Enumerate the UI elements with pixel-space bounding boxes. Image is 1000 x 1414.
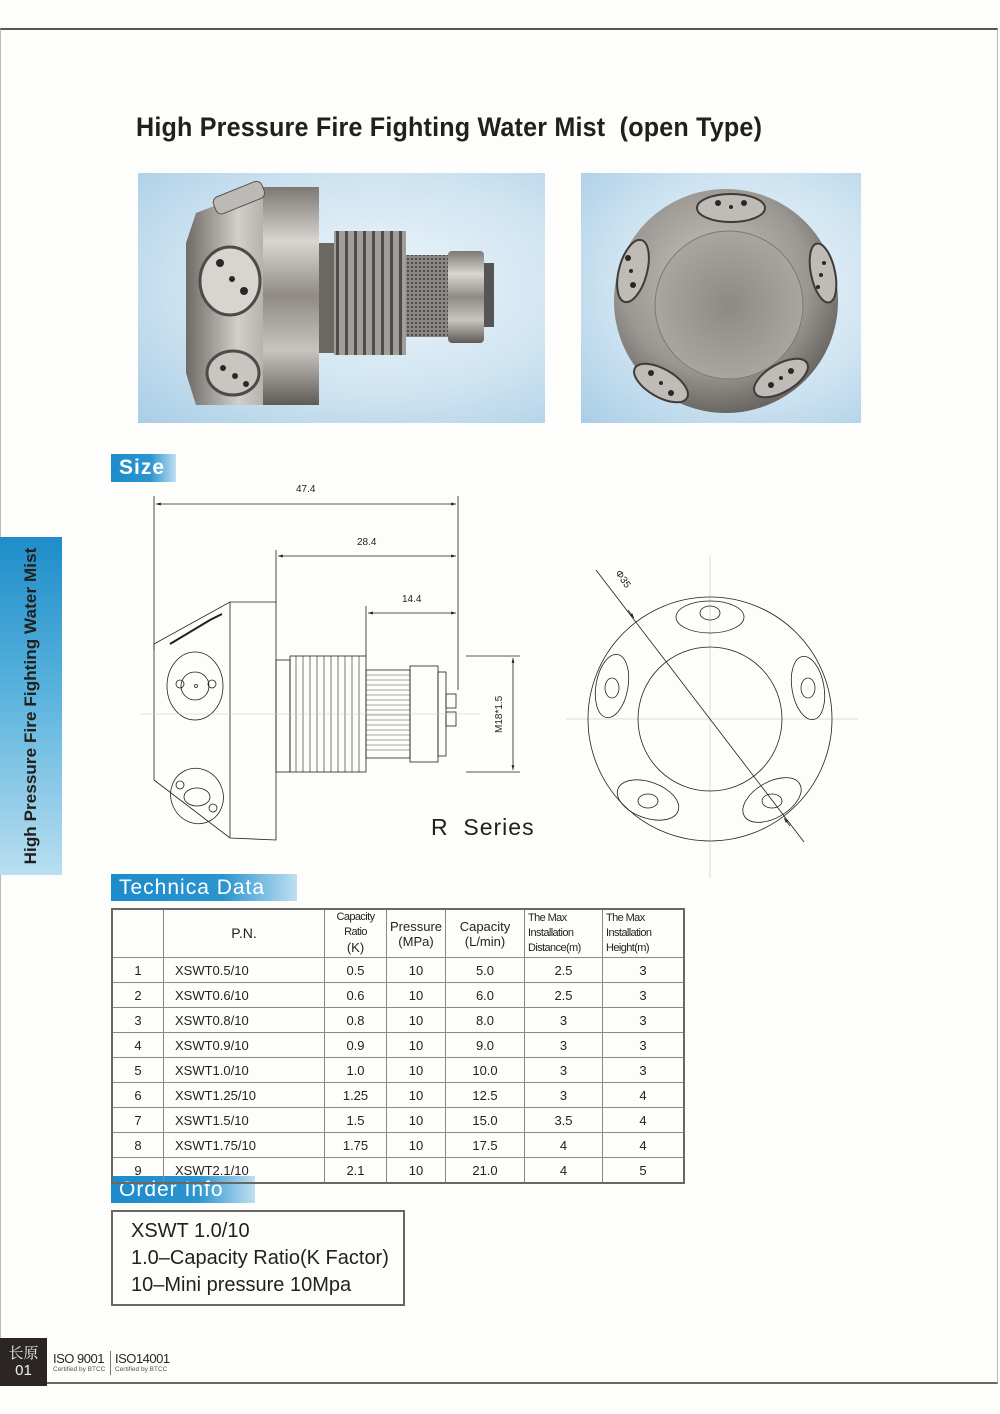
section-label-order-info: Order Info (111, 1176, 255, 1203)
section-label-size: Size (111, 454, 176, 482)
series-label: R Series (431, 814, 535, 840)
header-pn: P.N. (164, 909, 325, 958)
order-example-code: XSWT 1.0/10 (131, 1220, 250, 1242)
order-pressure-note: 10–Mini pressure 10Mpa (131, 1274, 352, 1296)
header-index (112, 909, 164, 958)
order-capacity-ratio-note: 1.0–Capacity Ratio(K Factor) (131, 1247, 389, 1269)
page-title: High Pressure Fire Fighting Water Mist (open Type) (136, 112, 763, 142)
iso-9001-cert: ISO 9001 Certified by BTCC (53, 1351, 106, 1373)
technical-data-table (111, 908, 685, 1184)
nozzle-front-view-photo (581, 173, 861, 423)
table-row: 1 XSWT0.5/10 0.5 10 5.0 2.5 3 (112, 958, 684, 983)
header-pressure: Pressure (MPa) (387, 909, 446, 958)
header-capacity: Capacity (L/min) (446, 909, 525, 958)
table-row: 4 XSWT0.9/10 0.9 10 9.0 3 3 (112, 1033, 684, 1058)
dim-diameter: Φ35 (612, 568, 633, 591)
page-number: 01 (15, 1362, 32, 1379)
nozzle-side-illustration (138, 173, 545, 423)
dim-body-length: 28.4 (357, 537, 377, 548)
table-row: 9 XSWT2.1/10 2.1 10 21.0 4 5 (112, 1158, 684, 1184)
dim-thread-size: M18*1.5 (494, 695, 505, 733)
side-category-tab (0, 537, 62, 875)
cert-divider (110, 1351, 111, 1375)
table-row: 8 XSWT1.75/10 1.75 10 17.5 4 4 (112, 1133, 684, 1158)
table-row: 3 XSWT0.8/10 0.8 10 8.0 3 3 (112, 1008, 684, 1033)
footer-brand-badge (0, 1338, 47, 1386)
table-row: 6 XSWT1.25/10 1.25 10 12.5 3 4 (112, 1083, 684, 1108)
dim-filter-length: 14.4 (402, 594, 422, 605)
table-row: 7 XSWT1.5/10 1.5 10 15.0 3.5 4 (112, 1108, 684, 1133)
header-max-distance: The Max Installation Distance(m) (525, 909, 603, 958)
table-row: 5 XSWT1.0/10 1.0 10 10.0 3 3 (112, 1058, 684, 1083)
nozzle-side-view-photo (138, 173, 545, 423)
dim-overall-length: 47.4 (296, 484, 316, 495)
brand-name: 长原 (8, 1345, 39, 1362)
header-capacity-ratio: Capacity Ratio (K) (325, 909, 387, 958)
nozzle-front-illustration (581, 173, 861, 423)
section-label-technical-data: Technica Data (111, 874, 297, 901)
side-tab-label: High Pressure Fire Fighting Water Mist (21, 547, 40, 865)
iso-14001-cert: ISO14001 Certified by BTCC (115, 1351, 170, 1373)
header-max-height: The Max Installation Height(m) (603, 909, 685, 958)
order-info-box (111, 1210, 405, 1306)
table-header-row (112, 909, 684, 958)
table-row: 2 XSWT0.6/10 0.6 10 6.0 2.5 3 (112, 983, 684, 1008)
